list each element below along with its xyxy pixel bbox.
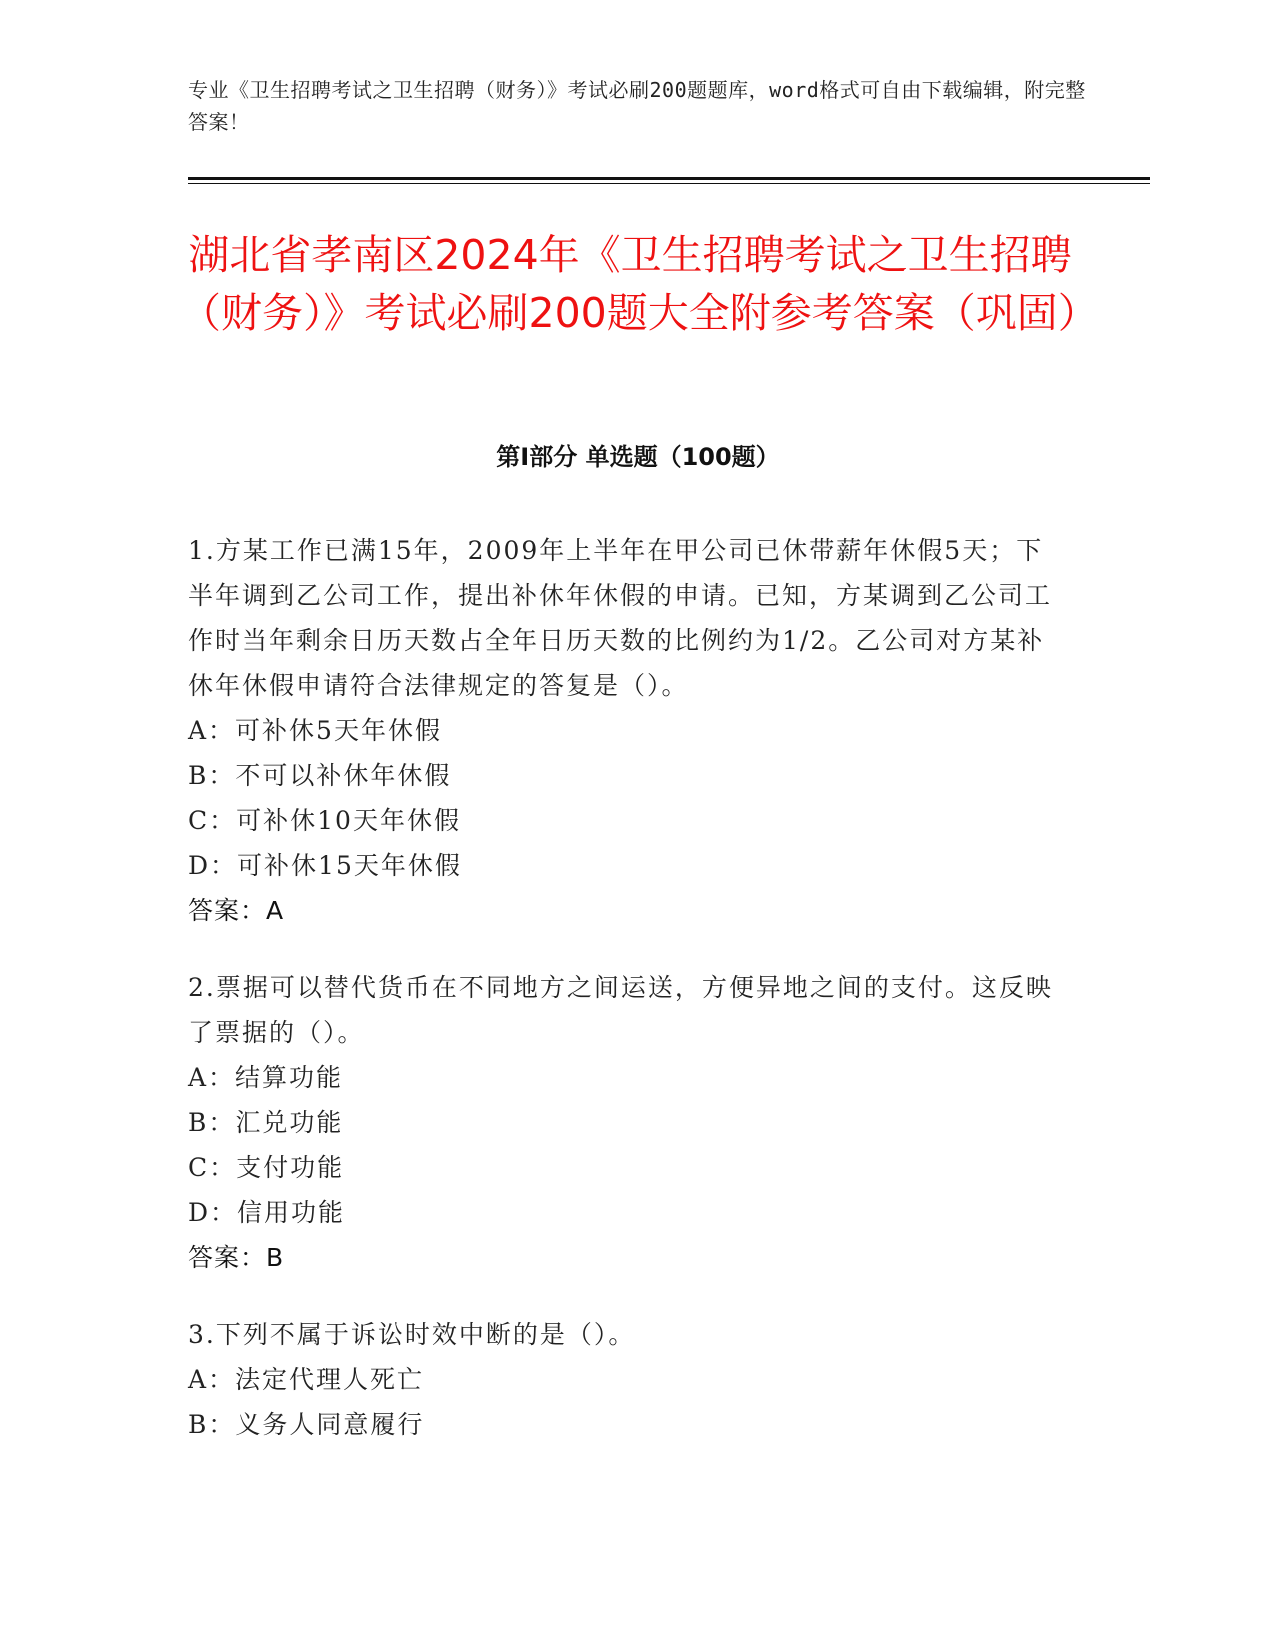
- question-option: A：法定代理人死亡: [188, 1365, 425, 1394]
- question-option: B：义务人同意履行: [188, 1410, 425, 1439]
- question-list: [188, 528, 1068, 1479]
- header-note: 专业《卫生招聘考试之卫生招聘（财务）》考试必刷200题题库，word格式可自由下载编辑，附完整答案！: [188, 78, 1086, 134]
- question-answer: 答案：B: [188, 1243, 285, 1272]
- header-divider-thin: [188, 183, 1150, 184]
- question-item: [188, 1312, 1068, 1447]
- question-option: B：汇兑功能: [188, 1108, 344, 1137]
- question-option: D：信用功能: [188, 1198, 346, 1227]
- question-item: [188, 528, 1068, 933]
- question-option: C：可补休10天年休假: [188, 806, 461, 835]
- question-option: A：可补休5天年休假: [188, 716, 442, 745]
- header-divider-thick: [188, 177, 1150, 180]
- question-option: C：支付功能: [188, 1153, 345, 1182]
- question-option: D：可补休15天年休假: [188, 851, 462, 880]
- question-option: B：不可以补休年休假: [188, 761, 452, 790]
- question-answer: 答案：A: [188, 896, 285, 925]
- question-option: A：结算功能: [188, 1063, 344, 1092]
- section-title: 第I部分 单选题（100题）: [496, 443, 780, 471]
- question-stem: 1.方某工作已满15年，2009年上半年在甲公司已休带薪年休假5天；下半年调到乙公司工作，提出补休年休假的申请。已知，方某调到乙公司工作时当年剩余日历天数占全年日历天数的比例约为1/2。乙公司对方某补休年休假申请符合法律规定的答复是（）。: [188, 536, 1053, 700]
- question-stem: 2.票据可以替代货币在不同地方之间运送，方便异地之间的支付。这反映了票据的（）。: [188, 973, 1053, 1047]
- document-title: 湖北省孝南区2024年《卫生招聘考试之卫生招聘（财务）》考试必刷200题大全附参考答案（巩固）: [180, 231, 1099, 337]
- question-stem: 3.下列不属于诉讼时效中断的是（）。: [188, 1320, 636, 1349]
- question-item: [188, 965, 1068, 1280]
